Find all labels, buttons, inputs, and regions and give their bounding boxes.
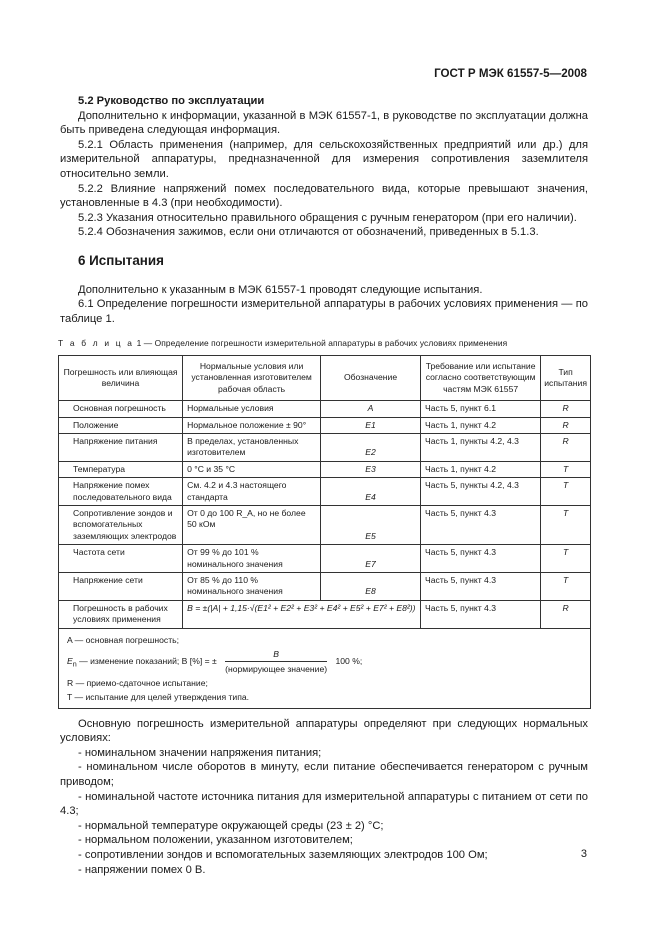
cell-type: R [541, 600, 591, 628]
table-row [59, 401, 591, 417]
cell-symbol: E4 [321, 478, 421, 506]
table-row [59, 573, 591, 601]
table-row [59, 505, 591, 544]
table-caption-text: 1 — Определение погрешности измерительной аппаратуры в рабочих условиях применения [136, 338, 508, 349]
cell-requirement: Часть 5, пункт 4.3 [421, 505, 541, 544]
after-table-intro: Основную погрешность измерительной аппаратуры определяют при следующих нормальных условиях: [60, 717, 588, 745]
header-quantity: Погрешность или влияющая величина [59, 355, 183, 400]
cell-conditions: Нормальные условия [183, 401, 321, 417]
cell-requirement: Часть 5, пункт 4.3 [421, 545, 541, 573]
note-t: T — испытание для целей утверждения типа. [67, 691, 250, 702]
cell-conditions: См. 4.2 и 4.3 настоящего стандарта [183, 478, 321, 506]
note-en-unit-bracket: [%] [189, 655, 203, 666]
page-number: 3 [580, 848, 587, 860]
note-en-fraction [225, 647, 327, 676]
list-item: - нормальном положении, указанном изготовителем; [78, 834, 353, 847]
cell-quantity: Погрешность в рабочих условиях применения [59, 600, 183, 628]
note-en-unit: % [192, 655, 200, 666]
note-en-denominator: (нормирующее значение) [225, 663, 328, 674]
cell-conditions: От 99 % до 101 % номинального значения [183, 545, 321, 573]
cell-requirement: Часть 5, пункт 4.3 [421, 573, 541, 601]
cell-quantity: Сопротивление зондов и вспомогательных заземляющих электродов [59, 505, 183, 544]
cell-quantity: Температура [59, 461, 183, 477]
note-en-subscript: n [72, 660, 77, 669]
table-body [59, 401, 591, 629]
cell-type: T [541, 573, 591, 601]
cell-type: T [541, 461, 591, 477]
table-row [59, 461, 591, 477]
clause-5-2-1: 5.2.1 Область применения (например, для сельскохозяйственных предприятий или др.) для измерительной аппаратуры, предназначенной для измерения сопротивления заземлителя относительно земли. [60, 138, 588, 180]
cell-requirement: Часть 5, пункт 4.3 [421, 600, 541, 628]
cell-requirement: Часть 1, пункты 4.2, 4.3 [421, 433, 541, 461]
table-row [59, 600, 591, 628]
note-en-symbol: E [67, 655, 73, 666]
cell-requirement: Часть 5, пункты 4.2, 4.3 [421, 478, 541, 506]
cell-conditions: 0 °С и 35 °С [183, 461, 321, 477]
cell-type: R [541, 433, 591, 461]
section-6-intro: Дополнительно к указанным в МЭК 61557-1 проводят следующие испытания. [78, 283, 483, 296]
table-row [59, 417, 591, 433]
clause-5-2-2: 5.2.2 Влияние напряжений помех последовательного вида, которые превышают значения, установленные в 4.3 (при необходимости). [60, 182, 588, 210]
list-item: - номинальном значении напряжения питания; [78, 746, 322, 759]
cell-type: R [541, 417, 591, 433]
cell-type: T [541, 478, 591, 506]
table-notes [59, 628, 591, 708]
table-caption [58, 336, 588, 351]
cell-type: T [541, 545, 591, 573]
cell-type: R [541, 401, 591, 417]
table-row [59, 433, 591, 461]
conditions-list [60, 746, 588, 877]
clause-6-1: 6.1 Определение погрешности измерительной аппаратуры в рабочих условиях применения — по таблице 1. [60, 298, 588, 325]
cell-symbol: E2 [321, 433, 421, 461]
cell-conditions: От 85 % до 110 % номинального значения [183, 573, 321, 601]
cell-symbol: E8 [321, 573, 421, 601]
cell-quantity: Напряжение сети [59, 573, 183, 601]
cell-quantity: Напряжение помех последовательного вида [59, 478, 183, 506]
document-body [60, 94, 588, 877]
cell-symbol: E3 [321, 461, 421, 477]
note-en-equals: = ± [202, 655, 217, 666]
cell-symbol: E5 [321, 505, 421, 544]
cell-conditions: От 0 до 100 R_A, но не более 50 кОм [183, 505, 321, 544]
note-a: A — основная погрешность; [67, 634, 180, 645]
cell-symbol: E7 [321, 545, 421, 573]
section-5-2-heading: 5.2 Руководство по эксплуатации [78, 95, 265, 107]
cell-requirement: Часть 1, пункт 4.2 [421, 461, 541, 477]
table-row [59, 545, 591, 573]
section-5-2-intro: Дополнительно к информации, указанной в МЭК 61557-1, в руководстве по эксплуатации должна быть приведена следующая информация. [60, 109, 588, 137]
standard-header: ГОСТ Р МЭК 61557-5—2008 [434, 67, 587, 80]
header-conditions: Нормальные условия или установленная изготовителем рабочая область [183, 355, 321, 400]
clause-5-2-4: 5.2.4 Обозначения зажимов, если они отличаются от обозначений, приведенных в 5.1.3. [78, 226, 539, 239]
cell-quantity: Частота сети [59, 545, 183, 573]
note-en-text: — изменение показаний; B [76, 655, 188, 666]
cell-symbol: E1 [321, 417, 421, 433]
cell-conditions: В пределах, установленных изготовителем [183, 433, 321, 461]
header-type: Тип испытания [541, 355, 591, 400]
note-r: R — приемо-сдаточное испытание; [67, 677, 208, 688]
note-en [67, 647, 582, 676]
table-header-row [59, 355, 591, 400]
list-item: - номинальном числе оборотов в минуту, если питание обеспечивается генератором с ручным приводом; [60, 761, 588, 788]
cell-requirement: Часть 1, пункт 4.2 [421, 417, 541, 433]
cell-quantity: Положение [59, 417, 183, 433]
list-item: - сопротивлении зондов и вспомогательных заземляющих электродов 100 Ом; [78, 848, 488, 861]
error-table [58, 355, 591, 709]
cell-symbol: A [321, 401, 421, 417]
cell-quantity: Напряжение питания [59, 433, 183, 461]
section-6-heading: 6 Испытания [78, 252, 164, 268]
cell-type: T [541, 505, 591, 544]
list-item: - нормальной температуре окружающей среды (23 ± 2) °С; [78, 819, 384, 832]
cell-requirement: Часть 5, пункт 6.1 [421, 401, 541, 417]
clause-5-2-3: 5.2.3 Указания относительно правильного обращения с ручным генератором (при его наличии). [78, 211, 577, 224]
list-item: - напряжении помех 0 В. [78, 863, 206, 876]
table-caption-prefix: Т а б л и ц а [58, 338, 135, 349]
table-row [59, 478, 591, 506]
cell-formula: B = ±(|A| + 1,15·√(E1² + E2² + E3² + E4² + E5² + E7² + E8²)) [183, 600, 421, 628]
cell-conditions: Нормальное положение ± 90° [183, 417, 321, 433]
note-en-numerator: B [225, 647, 327, 662]
header-symbol: Обозначение [321, 355, 421, 400]
cell-quantity: Основная погрешность [59, 401, 183, 417]
list-item: - номинальной частоте источника питания для измерительной аппаратуры с питанием от сети по 4.3; [60, 790, 588, 818]
table-notes-row [59, 628, 591, 708]
note-en-tail: 100 %; [335, 655, 363, 666]
header-requirement: Требование или испытание согласно соответствующим частям МЭК 61557 [421, 355, 541, 400]
